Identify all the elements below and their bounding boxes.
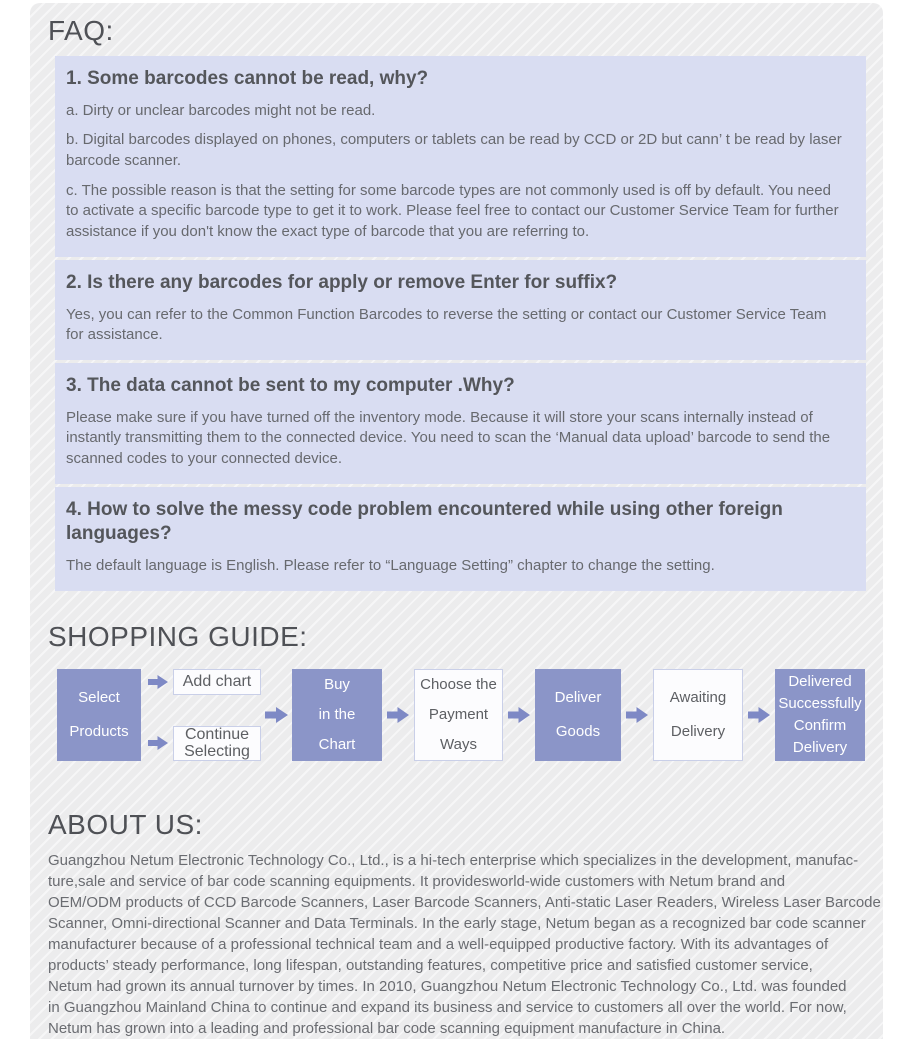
flow-step-choose-payment-ways: Choose the Payment Ways	[414, 669, 503, 761]
faq-answer: a. Dirty or unclear barcodes might not be read.	[66, 101, 376, 119]
flow-step-deliver-goods: Deliver Goods	[535, 669, 621, 761]
faq-answer: Please make sure if you have turned off the inventory mode. Because it will store your scans internally instead of instantly transmitting them to the connected device. You need to scan the ‘Manual data upload’ barcode to send the scanned codes to your connected device.	[66, 408, 831, 467]
shopping-guide-flow	[57, 669, 883, 761]
arrow-right-icon	[148, 675, 168, 689]
flow-step-continue-selecting: Continue Selecting	[173, 726, 261, 761]
arrow-right-icon	[148, 736, 168, 750]
arrow-right-icon	[387, 707, 409, 723]
faq-answer: Yes, you can refer to the Common Function Barcodes to reverse the setting or contact our Customer Service Team for assistance.	[66, 305, 827, 344]
flow-step-buy-in-the-chart: Buy in the Chart	[292, 669, 382, 761]
faq-item-2	[55, 260, 866, 360]
faq-item-1	[55, 56, 866, 257]
faq-question: 2. Is there any barcodes for apply or remove Enter for suffix?	[66, 271, 618, 293]
faq-item-3	[55, 363, 866, 484]
arrow-right-icon	[626, 707, 648, 723]
about-paragraph: Guangzhou Netum Electronic Technology Co., Ltd., is a hi-tech enterprise which specializes in the development, manufac- ture,sale and service of bar code scanning equipments. It providesworld-wide customers with Netum brand and OEM/ODM products of CCD Barcode Scanners, Laser Barcode Scanners, Anti-static Laser Readers, Wireless Laser Barcode Scanner, Omni-directional Scanner and Data Terminals. In the early stage, Netum began as a recognized bar code scanner manufacturer because of a professional technical team and a well-equipped productive factory. With its advantages of products’ steady performance, long lifespan, outstanding features, competitive price and satisfied customer service, Netum had grown its annual turnover by times. In 2010, Guangzhou Netum Electronic Technology Co., Ltd. was founded in Guangzhou Mainland China to continue and expand its business and service to customers all over the world. For now, Netum has grown into a leading and professional bar code scanning equipment manufacture in China.	[48, 851, 881, 1037]
flow-branch-row-continue-selecting	[148, 726, 261, 761]
flow-branch-row-add-chart	[148, 669, 261, 695]
arrow-right-icon	[265, 707, 288, 723]
flow-step-select-products: Select Products	[57, 669, 141, 761]
faq-item-4	[55, 487, 866, 591]
shopping-guide-section-title: SHOPPING GUIDE:	[48, 620, 308, 652]
about-section-title: ABOUT US:	[48, 808, 203, 840]
flow-step-awaiting-delivery: Awaiting Delivery	[653, 669, 743, 761]
faq-answer: b. Digital barcodes displayed on phones, computers or tablets can be read by CCD or 2D but cann’ t be read by laser barcode scanner.	[66, 131, 842, 170]
faq-question: 3. The data cannot be sent to my computer .Why?	[66, 374, 515, 396]
arrow-right-icon	[508, 707, 530, 723]
faq-question: 4. How to solve the messy code problem encountered while using other foreign languages?	[66, 498, 783, 545]
faq-section-title: FAQ:	[48, 15, 114, 46]
flow-step-add-chart: Add chart	[173, 669, 261, 695]
faq-section	[30, 56, 883, 591]
flow-branch	[148, 669, 261, 761]
content-card	[30, 3, 883, 1039]
arrow-right-icon	[748, 707, 770, 723]
faq-answer: c. The possible reason is that the setting for some barcode types are not commonly used is off by default. You need to activate a specific barcode type to get it to work. Please feel free to contact our Customer Service Team for further assistance if you don't know the exact type of barcode that you are referring to.	[66, 181, 839, 241]
flow-step-delivered-confirm-delivery: Delivered Successfully Confirm Delivery	[775, 669, 865, 761]
faq-question: 1. Some barcodes cannot be read, why?	[66, 68, 429, 89]
faq-answer: The default language is English. Please refer to “Language Setting” chapter to change the setting.	[66, 557, 715, 574]
